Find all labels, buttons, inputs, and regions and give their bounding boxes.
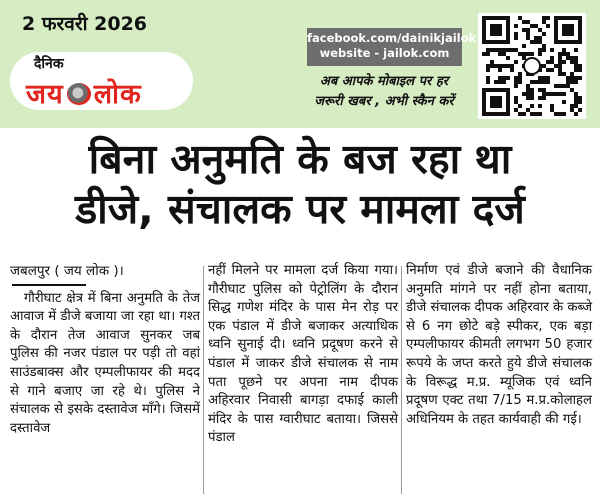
column-divider: [401, 266, 402, 494]
issue-date: 2 फरवरी 2026: [22, 13, 148, 35]
column-1-text: गौरीघाट क्षेत्र में बिना अनुमति के तेज आवाज में डीजे बजाया जा रहा था। गश्त के दौरान तेज आवाज सुनकर जब पुलिस की नजर पंडाल पर पड़ी तो वहां साउंडबाक्स और एम्पलीफायर की मदद से गाने बजाए जा रहे थे। पुलिस ने संचालक से इसके दस्तावेज माँगे। जिसमें दस्तावेज: [10, 290, 200, 436]
dateline-rule: [12, 284, 86, 286]
social-links-box: [307, 28, 477, 66]
qr-code-graphic: [480, 15, 584, 117]
promo-line-1: अब आपके मोबाइल पर हर: [319, 74, 449, 89]
logo-prefix: दैनिक: [34, 56, 64, 72]
article-column-3: [406, 262, 592, 429]
newspaper-logo: [26, 74, 142, 111]
headline-line-2: डीजे, संचालक पर मामला दर्ज: [75, 185, 525, 233]
website-link[interactable]: website - jailok.com: [319, 46, 450, 60]
article-column-1: [10, 262, 200, 438]
dateline: जबलपुर ( जय लोक )।: [10, 263, 124, 279]
column-3-text: निर्माण एवं डीजे बजाने की वैधानिक अनुमति मांगने पर नहीं होना बताया, डीजे संचालक दीपक अहिरवार के कब्जे से 6 नग छोटे बड़े स्पीकर, एक बड़ा एम्पलीफायर कीमती लगभग 50 हजार रूपये के जप्त करते हुये डीजे संचालक के विरूद्ध म.प्र. म्यूजिक एवं ध्वनि प्रदूषण एक्ट तथा 7/15 म.प्र.कोलाहल अधिनियम के तहत कार्यवाही की गई।: [406, 263, 592, 427]
promo-line-2: जरूरी खबर , अभी स्कैन करें: [314, 94, 454, 109]
qr-code-icon[interactable]: [478, 13, 586, 119]
logo-word-2: लोक: [93, 79, 142, 110]
column-2-text: नहीं मिलने पर मामला दर्ज किया गया। गौरीघाट पुलिस को पेट्रोलिंग के दौरान सिद्ध गणेश मंदिर के पास मेन रोड़ पर एक पंडाल में डीजे बजाकर अत्याधिक ध्वनि सुनाई दी। ध्वनि प्रदूषण करने से पंडाल में जाकर डीजे संचालक से नाम पता पूछने पर अपना नाम दीपक अहिरवार निवासी बागड़ा दफाई काली मंदिर के पास ग्वारीघाट बताया। जिससे पंडाल: [208, 263, 398, 446]
logo-word-1: जय: [26, 79, 64, 110]
globe-emblem-icon: [67, 83, 91, 105]
headline: [0, 134, 600, 234]
column-divider: [203, 266, 204, 494]
article-column-2: [208, 262, 398, 448]
headline-line-1: बिना अनुमति के बज रहा था: [88, 135, 512, 183]
facebook-link[interactable]: facebook.com/dainikjailok: [307, 31, 477, 45]
scan-promo-text: [300, 72, 468, 112]
